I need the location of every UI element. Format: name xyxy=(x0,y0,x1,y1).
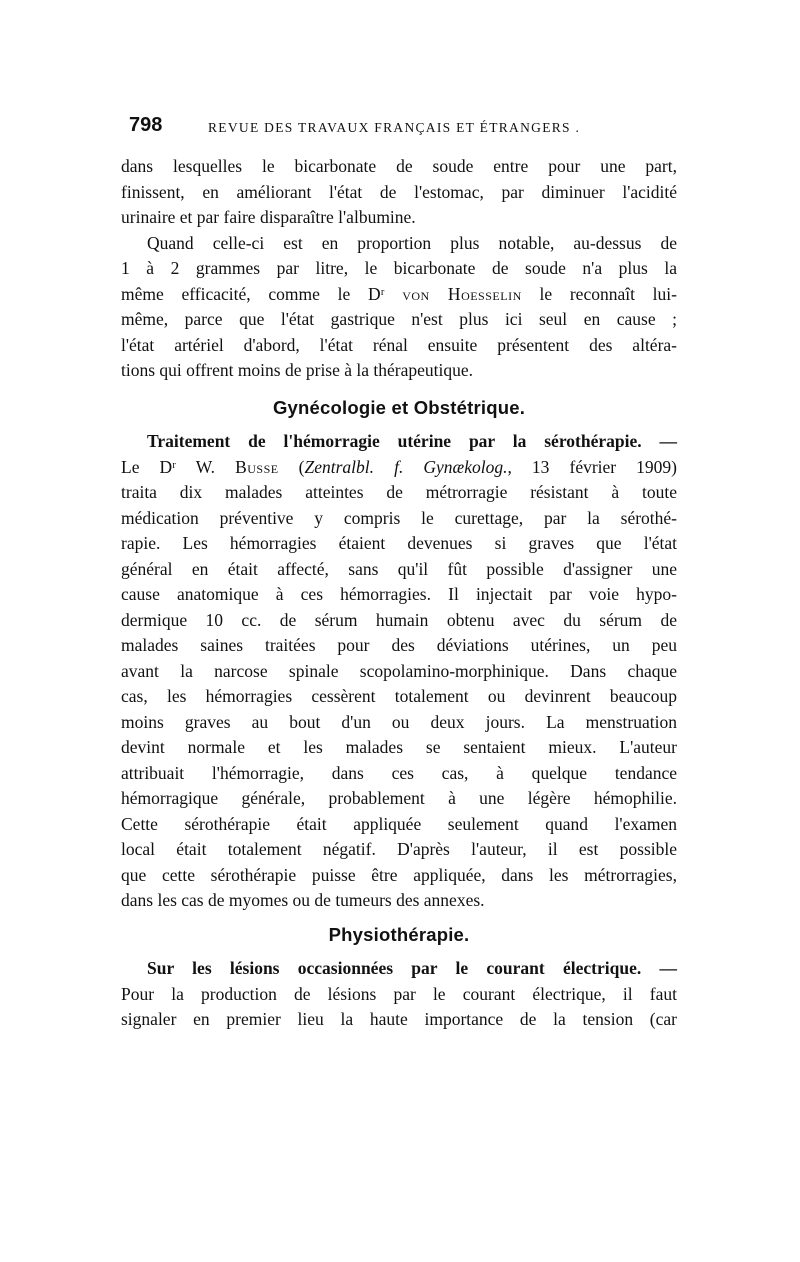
paragraph-electric-current xyxy=(121,956,677,1033)
text-line: attribuait l'hémorragie, dans ces cas, à quelque tendance xyxy=(121,762,677,783)
text-line: dermique 10 cc. de sérum humain obtenu avec du sérum de xyxy=(121,609,677,630)
section-heading-physiotherapy: Physiothérapie. xyxy=(328,924,470,945)
text-run: même efficacité, comme le Dʳ xyxy=(121,283,403,304)
running-head xyxy=(129,114,674,144)
text-run: le reconnaît lui- xyxy=(521,283,677,304)
text-line: médication préventive y compris le curettage, par la sérothé- xyxy=(121,507,677,528)
text-line: moins graves au bout d'un ou deux jours. La menstruation xyxy=(121,711,677,732)
journal-title: REVUE DES TRAVAUX FRANÇAIS ET ÉTRANGERS . xyxy=(208,120,581,135)
text-line: cause anatomique à ces hémorragies. Il injectait par voie hypo- xyxy=(121,584,677,604)
text-line: avant la narcose spinale scopolamino-morphinique. Dans chaque xyxy=(121,660,677,681)
text-line: dans les cas de myomes ou de tumeurs des annexes. xyxy=(121,890,485,910)
text-line: 1 à 2 grammes par litre, le bicarbonate de soude n'a plus la xyxy=(121,258,677,278)
text-line: Pour la production de lésions par le courant électrique, il faut xyxy=(121,983,677,1004)
text-line: finissent, en améliorant l'état de l'estomac, par diminuer l'acidité xyxy=(121,181,677,202)
text-line: cas, les hémorragies cessèrent totalement ou devinrent beaucoup xyxy=(121,686,677,706)
text-line: hémorragique générale, probablement à une légère hémophilie. xyxy=(121,788,677,808)
paragraph-continuation xyxy=(121,154,677,231)
text-line: l'état artériel d'abord, l'état rénal ensuite présentent des altéra- xyxy=(121,334,677,355)
text-line: devint normale et les malades se sentaient mieux. L'auteur xyxy=(121,737,677,757)
text-line: dans lesquelles le bicarbonate de soude entre pour une part, xyxy=(121,156,677,176)
text-line: rapie. Les hémorragies étaient devenues si graves que l'état xyxy=(121,533,677,553)
author-name: von Hoesselin xyxy=(402,283,522,304)
citation-line xyxy=(121,455,677,481)
text-line-with-author xyxy=(121,282,677,308)
text-line: Cette sérothérapie était appliquée seulement quand l'examen xyxy=(121,813,677,834)
article-title: Traitement de l'hémorragie utérine par la sérothérapie. — xyxy=(147,431,677,451)
article-title: Sur les lésions occasionnées par le courant électrique. — xyxy=(147,958,677,978)
text-run: Le Dʳ W. xyxy=(121,456,236,477)
text-line: signaler en premier lieu la haute importance de la tension (car xyxy=(121,1009,677,1029)
text-run: ( xyxy=(278,456,305,477)
text-line: général en était affecté, sans qu'il fût possible d'assigner une xyxy=(121,558,677,579)
text-line: malades saines traitées pour des déviations utérines, un peu xyxy=(121,635,677,655)
paragraph-serotherapy xyxy=(121,429,677,914)
page-number: 798 xyxy=(129,114,163,136)
text-line: même, parce que l'état gastrique n'est plus ici seul en cause ; xyxy=(121,309,677,329)
text-line: local était totalement négatif. D'après l'auteur, il est possible xyxy=(121,839,677,859)
text-run: , 13 février 1909) xyxy=(507,456,678,477)
author-name: Busse xyxy=(235,456,279,477)
text-line: traita dix malades atteintes de métrorragie résistant à toute xyxy=(121,482,677,502)
section-heading-gynecology: Gynécologie et Obstétrique. xyxy=(272,397,526,418)
text-line: que cette sérothérapie puisse être appliquée, dans les métrorragies, xyxy=(121,864,677,885)
text-line: urinaire et par faire disparaître l'albumine. xyxy=(121,207,416,227)
text-line: Quand celle-ci est en proportion plus notable, au-dessus de xyxy=(147,232,677,253)
journal-reference: Zentralbl. f. Gynækolog. xyxy=(304,456,508,477)
paragraph-bicarbonate xyxy=(121,231,677,384)
text-line: tions qui offrent moins de prise à la thérapeutique. xyxy=(121,360,474,380)
